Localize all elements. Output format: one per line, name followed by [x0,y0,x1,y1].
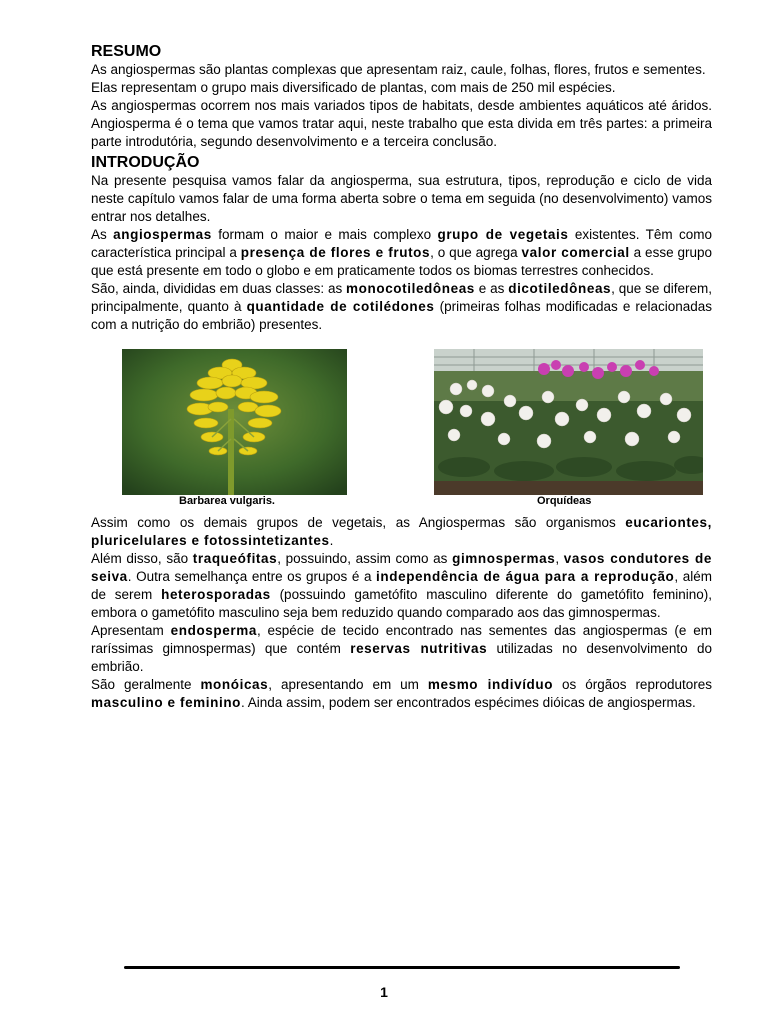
body-paragraph-1: Assim como os demais grupos de vegetais, as Angiospermas são organismos eucariontes, pluricelulares e fotossintetizantes. [91,515,712,548]
bold-term: endosperma [170,623,257,638]
bold-term: gimnospermas [452,551,556,566]
bold-term: dicotiledôneas [508,281,612,296]
bold-term: angiospermas [113,227,212,242]
resumo-paragraph-3: As angiospermas ocorrem nos mais variados tipos de habitats, desde ambientes aquáticos até áridos. Angiosperma é o tema que vamos tratar aqui, neste trabalho que esta divida em três partes: a primeira parte introdutória, segundo desenvolvimento e a terceira conclusão. [91,98,712,149]
bold-term: quantidade de cotilédones [246,299,435,314]
body-paragraph-4: São geralmente monóicas, apresentando em um mesmo indivíduo os órgãos reprodutores masculino e feminino. Ainda assim, podem ser encontrados espécimes dióicas de angiospermas. [91,677,712,710]
footer-divider [124,966,680,969]
bold-term: mesmo indivíduo [427,677,554,692]
figures-row [91,349,712,514]
figure-caption-barbarea: Barbarea vulgaris. [179,495,275,507]
body-paragraph-2: Além disso, são traqueófitas, possuindo, assim como as gimnospermas, vasos condutores de seiva. Outra semelhança entre os grupos é a independência de água para a reprodução, além de serem heterosporadas (possuindo gametófito masculino diferente do gametófito feminino), embora o gametófito masculino seja bem reduzido quando comparado aos das gimnospermas. [91,551,712,620]
document-page [91,42,712,712]
bold-term: monóicas [200,677,269,692]
barbarea-vulgaris-image [122,349,347,495]
bold-term: grupo de vegetais [437,227,569,242]
introducao-heading: INTRODUÇÃO [91,154,200,171]
bold-term: valor comercial [521,245,630,260]
figure-caption-orquideas: Orquídeas [537,495,592,507]
bold-term: monocotiledôneas [346,281,475,296]
body-paragraph-3: Apresentam endosperma, espécie de tecido encontrado nas sementes das angiospermas (e em raríssimas gimnospermas) que contém reservas nutritivas utilizadas no desenvolvimento do embrião. [91,623,713,674]
introducao-paragraph-2: As angiospermas formam o maior e mais complexo grupo de vegetais existentes. Têm como característica principal a presença de flores e frutos, o que agrega valor comercial a esse grupo que está presente em todo o globo e em praticamente todos os biomas terrestres conhecidos. [91,227,713,278]
introducao-paragraph-3: São, ainda, divididas em duas classes: as monocotiledôneas e as dicotiledôneas, que se diferem, principalmente, quanto à quantidade de cotilédones (primeiras folhas modificadas e relacionadas com a nutrição do embrião) presentes. [91,281,712,332]
bold-term: eucariontes, pluricelulares e fotossintetizantes [91,515,712,548]
introducao-paragraph-1: Na presente pesquisa vamos falar da angiosperma, sua estrutura, tipos, reprodução e ciclo de vida neste capítulo vamos falar de uma forma aberta sobre o tema em seguida (no desenvolvimento) vamos entrar nos detalhes. [91,173,712,224]
resumo-paragraph-2: Elas representam o grupo mais diversificado de plantas, com mais de 250 mil espécies. [91,80,616,95]
page-number: 1 [380,984,388,1000]
bold-term: vasos condutores de seiva [91,551,712,584]
resumo-heading: RESUMO [91,43,162,60]
resumo-paragraph-1: As angiospermas são plantas complexas que apresentam raiz, caule, folhas, flores, frutos e sementes. [91,62,706,77]
orquideas-image [434,349,703,495]
bold-term: presença de flores e frutos [240,245,431,260]
bold-term: traqueófitas [192,551,278,566]
bold-term: heterosporadas [161,587,271,602]
bold-term: independência de água para a reprodução [376,569,675,584]
bold-term: reservas nutritivas [350,641,488,656]
bold-term: masculino e feminino [91,695,242,710]
